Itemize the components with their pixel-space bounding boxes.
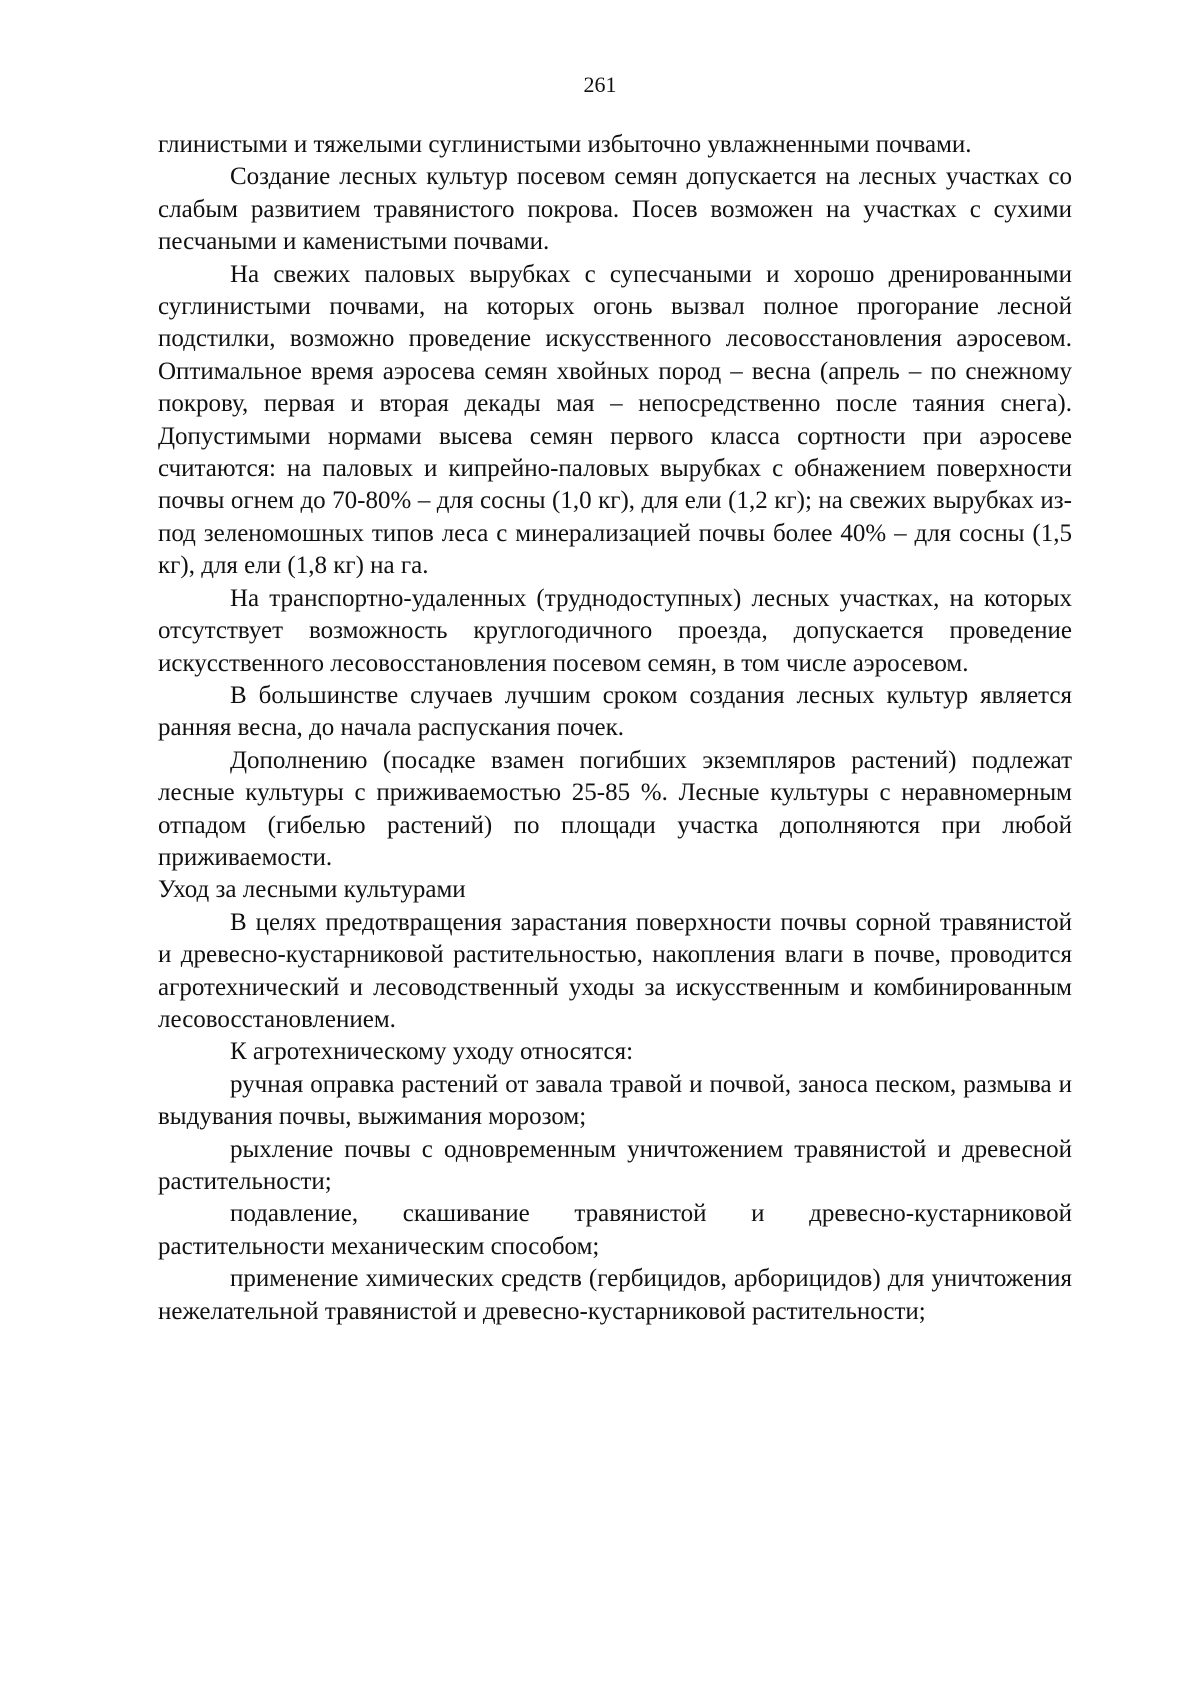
paragraph: Создание лесных культур посевом семян допускается на лесных участках со слабым развитием травянистого покрова. Посев возможен на участках с сухими песчаными и каменистыми почвами.	[158, 163, 1072, 256]
paragraph: На свежих паловых вырубках с супесчаными и хорошо дренированными суглинистыми почвами, на которых огонь вызвал полное прогорание лесной подстилки, возможно проведение искусственного лесовосстановления аэросевом. Оптимальное время аэросева семян хвойных пород – весна (апрель – по снежному покрову, первая и вторая декады мая – непосредственно после таяния снега). Допустимыми нормами высева семян первого класса сортности при аэросеве считаются: на паловых и кипрейно-паловых вырубках с обнажением поверхности почвы огнем до 70-80% – для сосны (1,0 кг), для ели (1,2 кг); на свежих вырубках из-под зеленомошных типов леса с минерализацией почвы более 40% – для сосны (1,5 кг), для ели (1,8 кг) на га.	[158, 260, 1072, 580]
list-item: применение химических средств (гербицидов, арборицидов) для уничтожения нежелательной травянистой и древесно-кустарниковой растительности;	[158, 1265, 1072, 1325]
paragraph: К агротехническому уходу относятся:	[230, 1038, 634, 1066]
paragraph: На транспортно-удаленных (труднодоступных) лесных участках, на которых отсутствует возможность круглогодичного проезда, допускается проведение искусственного лесовосстановления посевом семян, в том числе аэросевом.	[158, 584, 1072, 677]
paragraph: глинистыми и тяжелыми суглинистыми избыточно увлажненными почвами.	[158, 131, 972, 158]
document-body	[158, 129, 1072, 1328]
list-item: рыхление почвы с одновременным уничтожением травянистой и древесной растительности;	[158, 1135, 1072, 1195]
paragraph: В целях предотвращения зарастания поверхности почвы сорной травянистой и древесно-кустарниковой растительностью, накопления влаги в почве, проводится агротехнический и лесоводственный уходы за искусственным и комбинированным лесовосстановлением.	[158, 908, 1072, 1033]
list-item: подавление, скашивание травянистой и древесно-кустарниковой растительности механическим способом;	[158, 1200, 1072, 1260]
page-number: 261	[583, 72, 617, 97]
paragraph: В большинстве случаев лучшим сроком создания лесных культур является ранняя весна, до начала распускания почек.	[158, 681, 1072, 742]
section-heading: Уход за лесными культурами	[158, 876, 466, 904]
list-item: ручная оправка растений от завала травой и почвой, заноса песком, размыва и выдувания почвы, выжимания морозом;	[158, 1070, 1072, 1131]
paragraph: Дополнению (посадке взамен погибших экземпляров растений) подлежат лесные культуры с приживаемостью 25-85 %. Лесные культуры с неравномерным отпадом (гибелью растений) по площади участка дополняются при любой приживаемости.	[158, 746, 1072, 871]
